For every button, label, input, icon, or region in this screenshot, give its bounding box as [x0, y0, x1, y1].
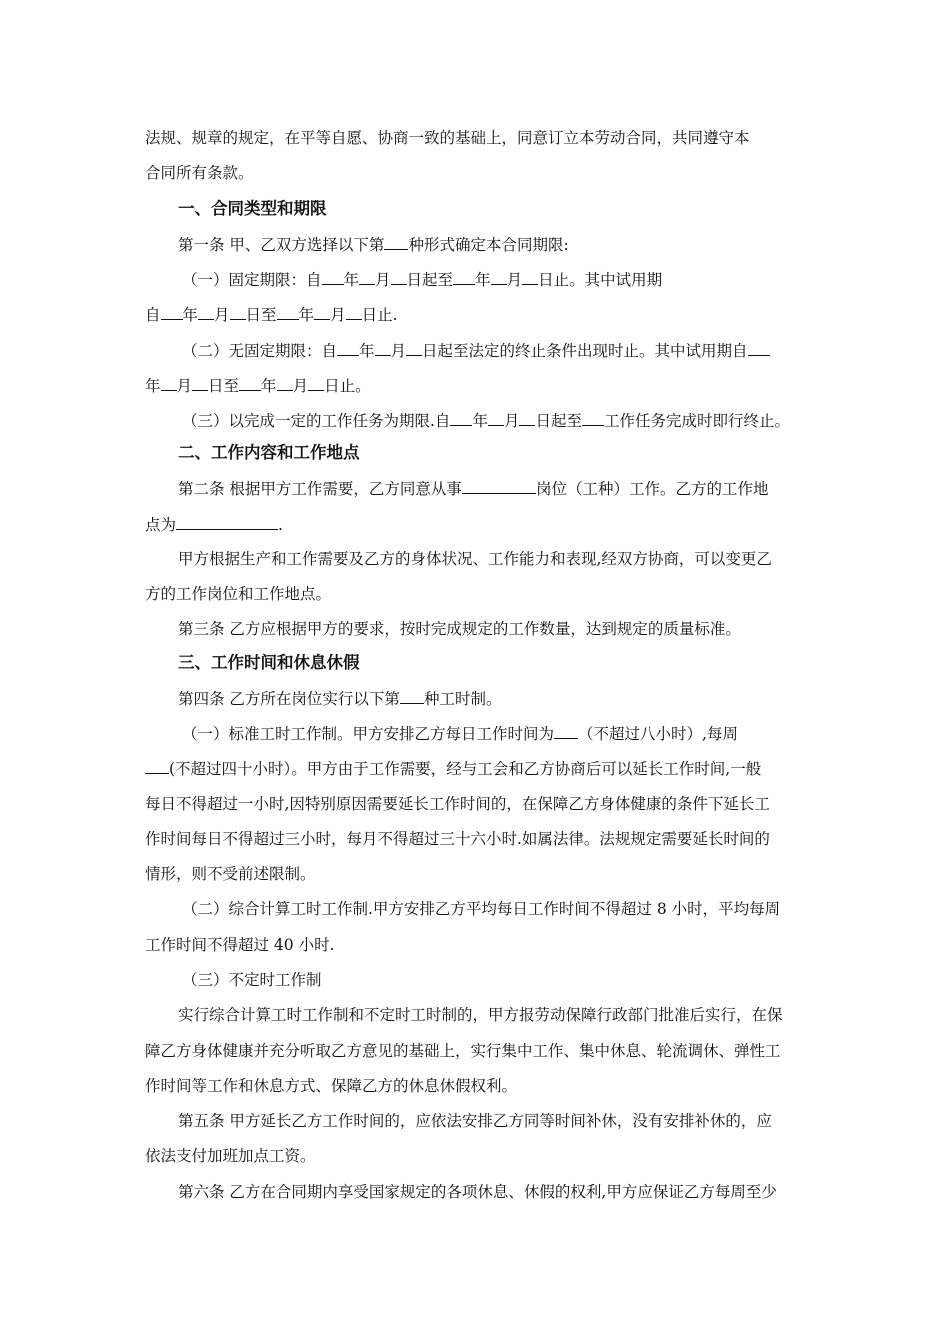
- term-fixed-line: （一）固定期限：自 年 月 日起至 年 月 日止。其中试用期: [182, 271, 663, 289]
- blank-field[interactable]: [491, 269, 507, 285]
- blank-field[interactable]: [322, 269, 344, 285]
- blank-field[interactable]: [462, 478, 536, 494]
- body-line: 障乙方身体健康并充分听取乙方意见的基础上，实行集中工作、集中休息、轮流调休、弹性工: [145, 1042, 781, 1060]
- article-2-cont: 点为 .: [145, 516, 283, 534]
- body-line: 作时间每日不得超过三小时，每月不得超过三十六小时.如属法律。法规规定需要延长时间的: [145, 830, 770, 848]
- body-line: 每日不得超过一小时,因特别原因需要延长工作时间的，在保障乙方身体健康的条件下延长工: [145, 795, 770, 813]
- body-line: 作时间等工作和休息方式、保障乙方的休息休假权利。: [145, 1077, 518, 1095]
- blank-field[interactable]: [522, 269, 538, 285]
- body-line: 依法支付加班加点工资。: [145, 1147, 316, 1165]
- standard-hours-line: （一）标准工时工作制。甲方安排乙方每日工作时间为 （不超过八小时）,每周: [182, 725, 738, 743]
- blank-field[interactable]: [488, 410, 504, 426]
- flexible-hours-line: （三）不定时工作制: [182, 971, 322, 989]
- blank-field[interactable]: [239, 375, 261, 391]
- blank-field[interactable]: [519, 410, 535, 426]
- blank-field[interactable]: [161, 304, 183, 320]
- blank-field[interactable]: [230, 304, 246, 320]
- standard-hours-cont: (不超过四十小时）。甲方由于工作需要，经与工会和乙方协商后可以延长工作时间,一般: [145, 758, 835, 779]
- blank-field[interactable]: [450, 410, 472, 426]
- term-open-line: （二）无固定期限：自 年 月 日起至法定的终止条件出现时止。其中试用期自: [182, 340, 872, 361]
- blank-field[interactable]: [145, 758, 169, 774]
- comprehensive-hours-line: （二）综合计算工时工作制.甲方安排乙方平均每日工作时间不得超过 8 小时，平均每周: [182, 900, 781, 918]
- section-heading-2: 二、工作内容和工作地点: [178, 443, 360, 462]
- article-5: 第五条 甲方延长乙方工作时间的，应依法安排乙方同等时间补休，没有安排补休的，应: [178, 1112, 772, 1130]
- body-line: 实行综合计算工时工作制和不定时工时制的，甲方报劳动保障行政部门批准后实行，在保: [178, 1006, 783, 1024]
- term-fixed-probation-line: 自 年 月 日至 年 月 日止.: [145, 306, 398, 324]
- article-4: 第四条 乙方所在岗位实行以下第 种工时制。: [178, 690, 502, 708]
- article-1: 第一条 甲、乙双方选择以下第 种形式确定本合同期限:: [178, 236, 569, 254]
- blank-field[interactable]: [748, 340, 770, 356]
- body-line: 法规、规章的规定，在平等自愿、协商一致的基础上，同意订立本劳动合同，共同遵守本: [145, 129, 750, 147]
- blank-field[interactable]: [346, 304, 362, 320]
- body-line: 工作时间不得超过 40 小时.: [145, 936, 335, 954]
- blank-field[interactable]: [277, 304, 299, 320]
- body-line: 方的工作岗位和工作地点。: [145, 585, 332, 603]
- blank-field[interactable]: [308, 375, 324, 391]
- blank-field[interactable]: [198, 304, 214, 320]
- body-line: 情形，则不受前述限制。: [145, 865, 316, 883]
- section-heading-3: 三、工作时间和休息休假: [178, 653, 360, 672]
- blank-field[interactable]: [406, 340, 422, 356]
- blank-field[interactable]: [582, 410, 604, 426]
- blank-field[interactable]: [359, 269, 375, 285]
- blank-field[interactable]: [375, 340, 391, 356]
- blank-field[interactable]: [192, 375, 208, 391]
- blank-field[interactable]: [337, 340, 359, 356]
- term-task-line: （三）以完成一定的工作任务为期限.自 年 月 日起至 工作任务完成时即行终止。: [182, 412, 790, 430]
- body-line: 合同所有条款。: [145, 164, 254, 182]
- article-6: 第六条 乙方在合同期内享受国家规定的各项休息、休假的权利,甲方应保证乙方每周至少: [178, 1183, 777, 1201]
- blank-field[interactable]: [277, 375, 293, 391]
- section-heading-1: 一、合同类型和期限: [178, 199, 327, 218]
- blank-field[interactable]: [176, 514, 278, 530]
- blank-field[interactable]: [384, 234, 408, 250]
- term-open-probation-line: 年 月 日至 年 月 日止。: [145, 377, 371, 395]
- article-3: 第三条 乙方应根据甲方的要求，按时完成规定的工作数量，达到规定的质量标准。: [178, 620, 741, 638]
- blank-field[interactable]: [391, 269, 407, 285]
- blank-field[interactable]: [400, 688, 424, 704]
- body-line: 甲方根据生产和工作需要及乙方的身体状况、工作能力和表现,经双方协商，可以变更乙: [178, 550, 772, 568]
- blank-field[interactable]: [314, 304, 330, 320]
- blank-field[interactable]: [554, 723, 578, 739]
- blank-field[interactable]: [453, 269, 475, 285]
- blank-field[interactable]: [161, 375, 177, 391]
- article-2: 第二条 根据甲方工作需要，乙方同意从事 岗位（工种）工作。乙方的工作地: [178, 480, 769, 498]
